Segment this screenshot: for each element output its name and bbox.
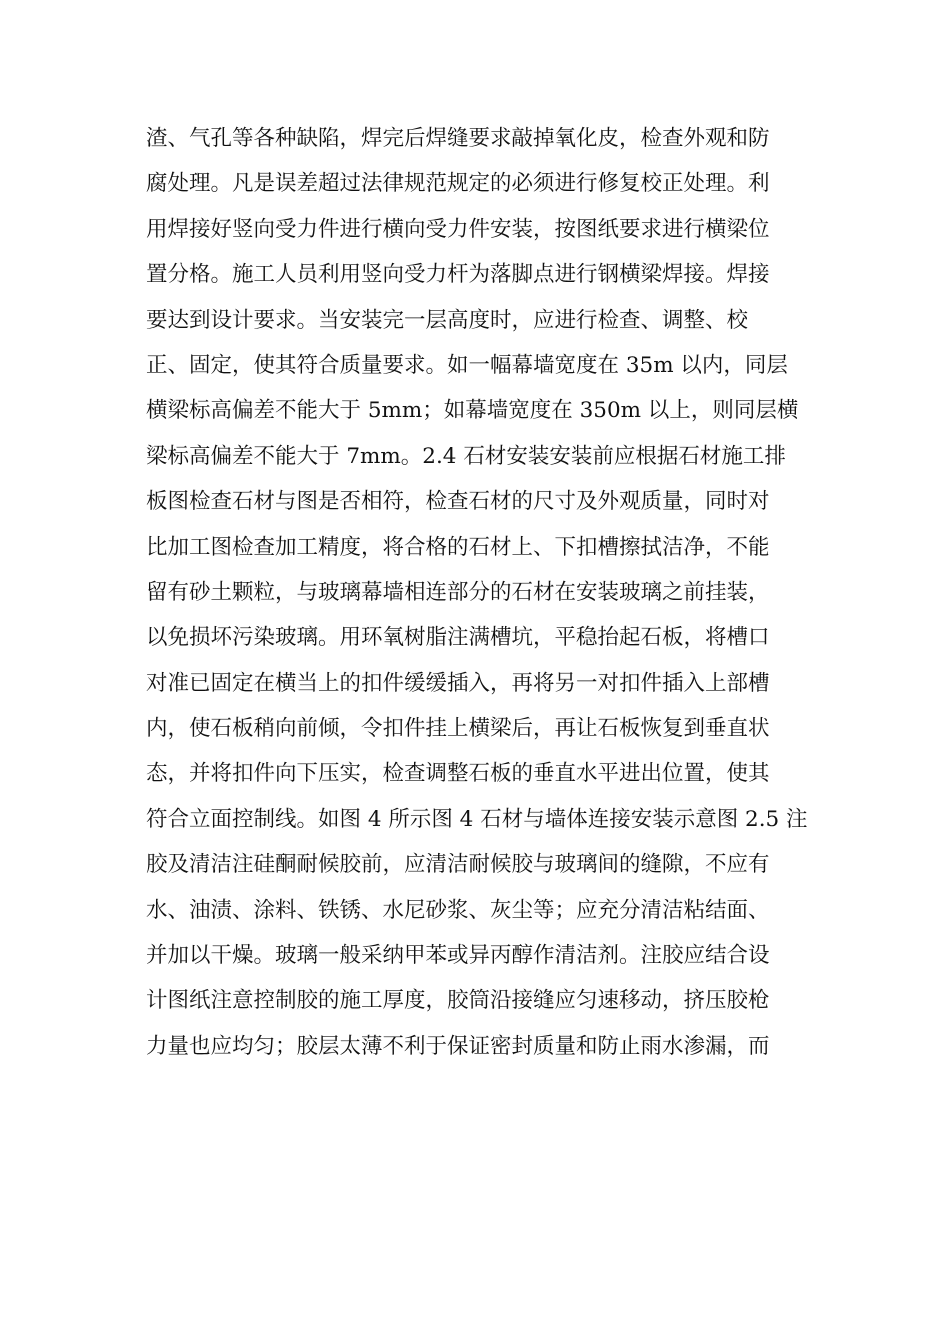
text-line: 对准已固定在横当上的扣件缓缓插入，再将另一对扣件插入上部槽 bbox=[146, 670, 770, 696]
text-line: 比加工图检查加工精度，将合格的石材上、下扣槽擦拭洁净，不能 bbox=[146, 534, 770, 560]
text-line: 渣、气孔等各种缺陷，焊完后焊缝要求敲掉氧化皮，检查外观和防 bbox=[146, 126, 770, 151]
text-line: 横梁标高偏差不能大于 5mm；如幕墙宽度在 350m 以上，则同层横 bbox=[146, 398, 799, 424]
text-line: 以免损坏污染玻璃。用环氧树脂注满槽坑，平稳抬起石板，将槽口 bbox=[146, 625, 770, 651]
text-line: 并加以干燥。玻璃一般采纳甲苯或异丙醇作清洁剂。注胶应结合设 bbox=[146, 943, 770, 969]
text-line: 板图检查石材与图是否相符，检查石材的尺寸及外观质量，同时对 bbox=[146, 489, 770, 515]
text-line: 梁标高偏差不能大于 7mm。2.4 石材安装安装前应根据石材施工排 bbox=[146, 443, 786, 469]
text-line: 腐处理。凡是误差超过法律规范规定的必须进行修复校正处理。利 bbox=[146, 171, 770, 197]
text-line: 要达到设计要求。当安装完一层高度时，应进行检查、调整、校 bbox=[146, 307, 749, 333]
text-line: 计图纸注意控制胶的施工厚度，胶筒沿接缝应匀速移动，挤压胶枪 bbox=[146, 988, 770, 1014]
body-text bbox=[146, 116, 806, 1069]
text-line: 正、固定，使其符合质量要求。如一幅幕墙宽度在 35m 以内，同层 bbox=[146, 352, 788, 378]
text-line: 力量也应均匀；胶层太薄不利于保证密封质量和防止雨水渗漏，而 bbox=[146, 1033, 770, 1059]
text-line: 用焊接好竖向受力件进行横向受力件安装，按图纸要求进行横梁位 bbox=[146, 216, 770, 242]
text-line: 态，并将扣件向下压实，检查调整石板的垂直水平进出位置，使其 bbox=[146, 761, 770, 787]
text-line: 内，使石板稍向前倾，令扣件挂上横梁后，再让石板恢复到垂直状 bbox=[146, 716, 770, 742]
text-line: 胶及清洁注硅酮耐候胶前，应清洁耐候胶与玻璃间的缝隙，不应有 bbox=[146, 852, 770, 878]
text-line: 留有砂土颗粒，与玻璃幕墙相连部分的石材在安装玻璃之前挂装， bbox=[146, 579, 770, 605]
text-line: 置分格。施工人员利用竖向受力杆为落脚点进行钢横梁焊接。焊接 bbox=[146, 262, 770, 288]
text-line: 符合立面控制线。如图 4 所示图 4 石材与墙体连接安装示意图 2.5 注 bbox=[146, 806, 808, 832]
text-line: 水、油渍、涂料、铁锈、水尼砂浆、灰尘等；应充分清洁粘结面、 bbox=[146, 897, 770, 923]
